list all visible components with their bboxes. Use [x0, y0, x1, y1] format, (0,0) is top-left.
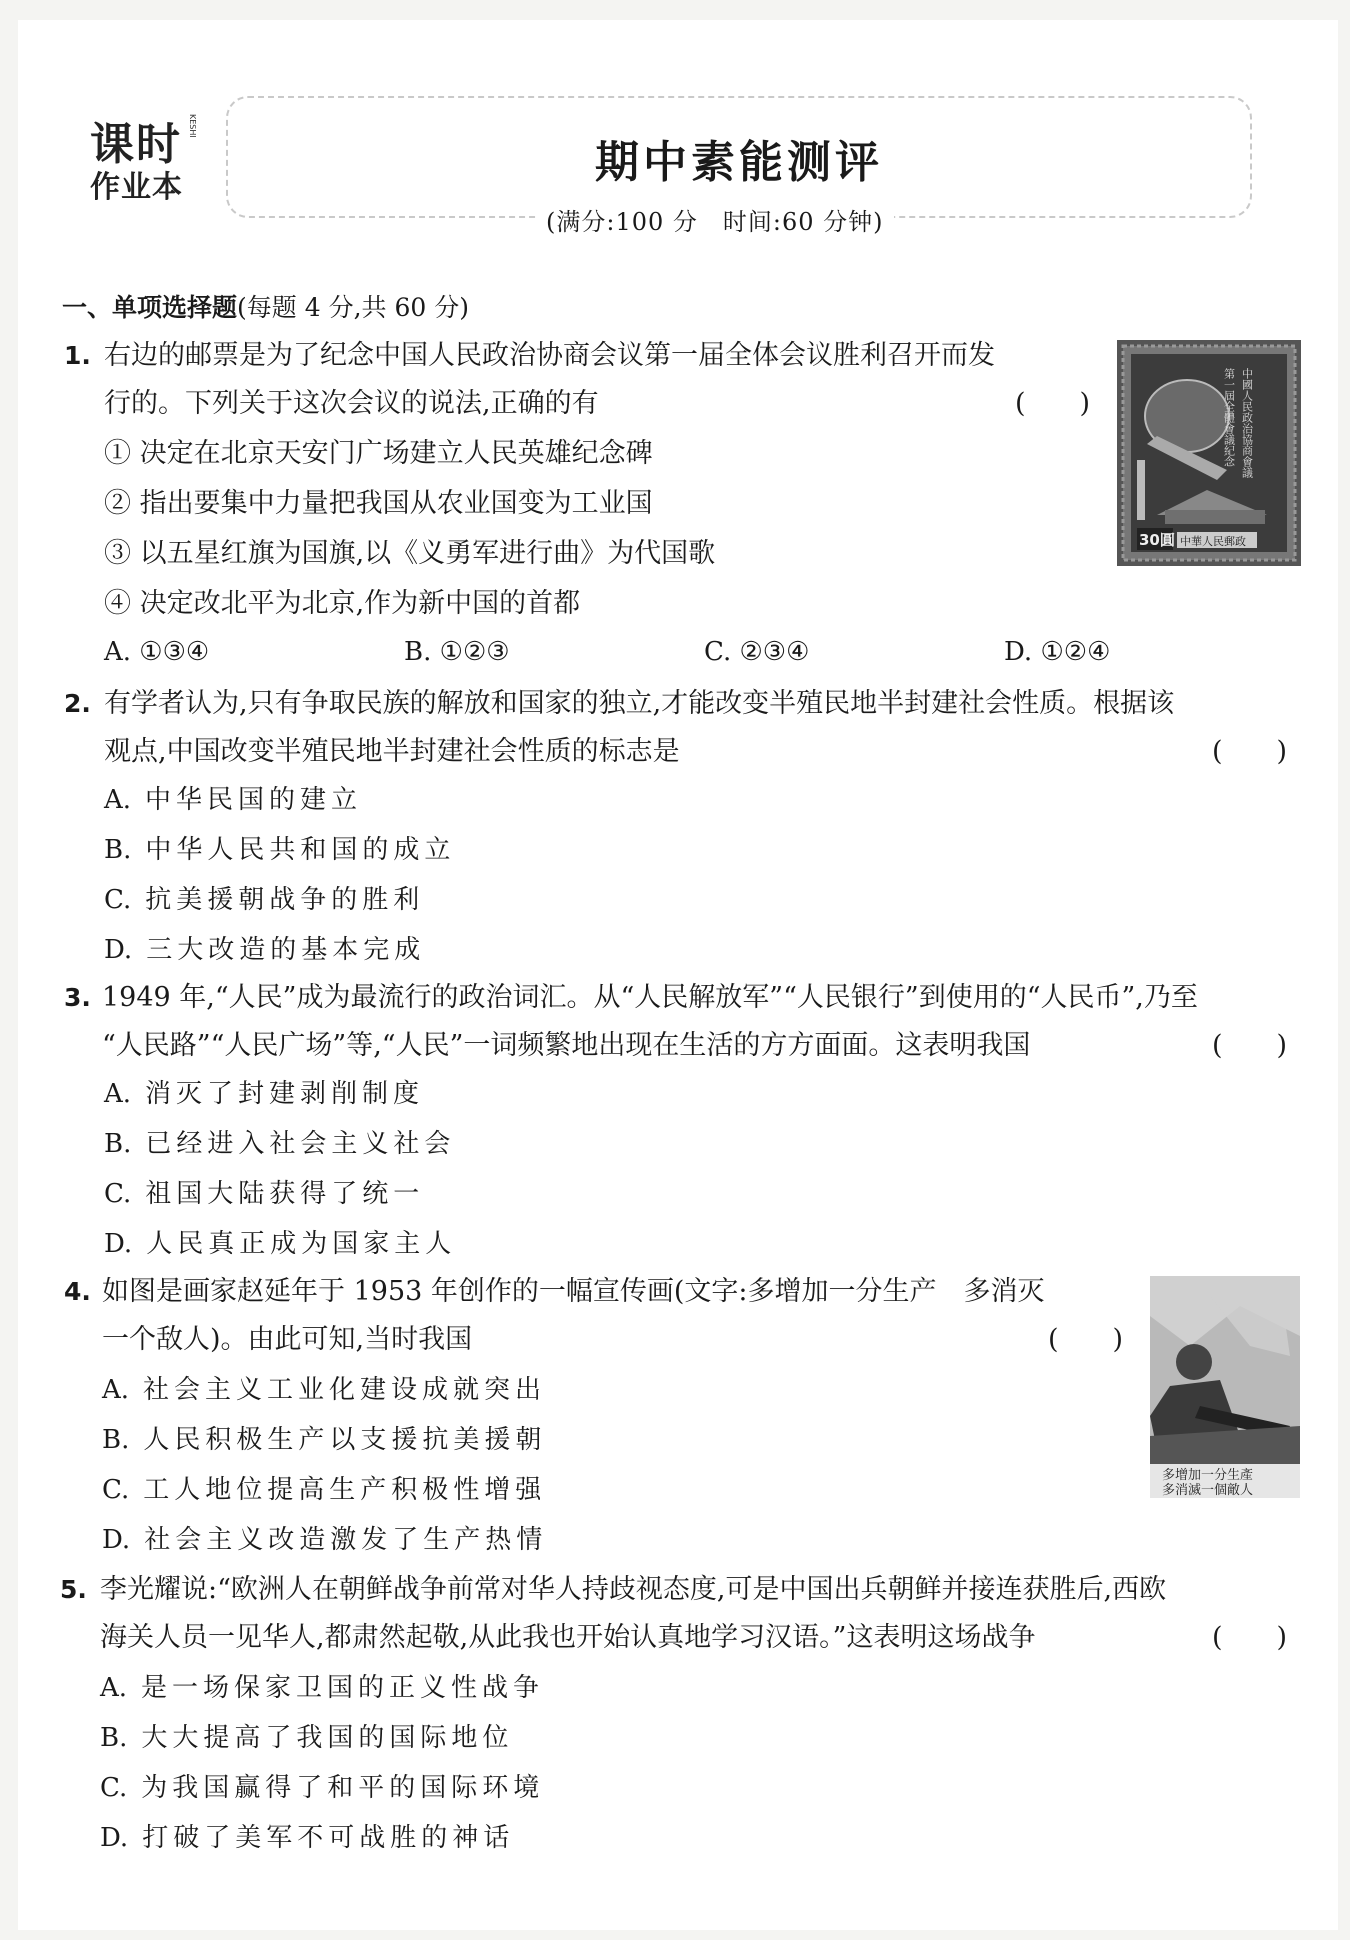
- option-d: D. 打破了美军不可战胜的神话: [100, 1823, 515, 1853]
- question-number: 4.: [64, 1277, 91, 1306]
- stamp-issuer: 中華人民郵政: [1180, 535, 1246, 548]
- question-text: “人民路”“人民广场”等,“人民”一词频繁地出现在生活的方方面面。这表明我国: [102, 1030, 1031, 1061]
- question-number: 2.: [64, 689, 91, 718]
- brand-logo: [90, 108, 210, 208]
- option-a: A. ①③④: [104, 637, 210, 667]
- option-c: C. 抗美援朝战争的胜利: [104, 885, 425, 915]
- option-c: C. 工人地位提高生产积极性增强: [102, 1475, 547, 1505]
- question-text: 李光耀说:“欧洲人在朝鲜战争前常对华人持歧视态度,可是中国出兵朝鲜并接连获胜后,西欧: [100, 1574, 1167, 1605]
- section-note: (每题 4 分,共 60 分): [237, 293, 469, 322]
- question-text: 行的。下列关于这次会议的说法,正确的有: [104, 388, 599, 419]
- option-b: B. ①②③: [404, 637, 510, 667]
- statement: ② 指出要集中力量把我国从农业国变为工业国: [104, 488, 653, 519]
- poster-caption-1: 多增加一分生產: [1162, 1468, 1254, 1483]
- brand-line1: 课时: [90, 119, 182, 170]
- answer-blank: ( ): [1212, 1030, 1288, 1061]
- page-title: 期中素能测评: [595, 137, 883, 188]
- statement: ④ 决定改北平为北京,作为新中国的首都: [104, 588, 581, 619]
- answer-blank: ( ): [1015, 388, 1091, 419]
- question-text: 1949 年,“人民”成为最流行的政治词汇。从“人民解放军”“人民银行”到使用的“人民币”,乃至: [102, 982, 1198, 1013]
- title-box: [226, 96, 1252, 218]
- brand-line2: 作业本: [90, 170, 183, 205]
- question-number: 5.: [60, 1575, 87, 1604]
- option-a: A. 是一场保家卫国的正义性战争: [100, 1673, 545, 1703]
- brand-mini: KESHI: [188, 114, 197, 138]
- option-d: D. 三大改造的基本完成: [104, 935, 426, 965]
- stamp-vertical-text-1: 中國人民政治協商會議: [1240, 368, 1254, 478]
- option-c: C. 祖国大陆获得了统一: [104, 1179, 425, 1209]
- statement: ① 决定在北京天安门广场建立人民英雄纪念碑: [104, 438, 653, 469]
- question-text: 有学者认为,只有争取民族的解放和国家的独立,才能改变半殖民地半封建社会性质。根据该: [104, 688, 1175, 719]
- question-number: 1.: [64, 341, 91, 370]
- question-text: 观点,中国改变半殖民地半封建社会性质的标志是: [104, 736, 680, 767]
- option-c: C. ②③④: [704, 637, 810, 667]
- section-heading: [62, 288, 469, 324]
- option-a: A. 消灭了封建剥削制度: [104, 1079, 425, 1109]
- option-a: A. 中华民国的建立: [104, 785, 363, 815]
- option-d: D. 社会主义改造激发了生产热情: [102, 1525, 548, 1555]
- answer-blank: ( ): [1212, 736, 1288, 767]
- question-text: 一个敌人)。由此可知,当时我国: [102, 1324, 473, 1355]
- question-text: 右边的邮票是为了纪念中国人民政治协商会议第一届全体会议胜利召开而发: [104, 340, 995, 371]
- options-row: [104, 632, 1111, 672]
- option-b: B. 人民积极生产以支援抗美援朝: [102, 1425, 547, 1455]
- question-text: 海关人员一见华人,都肃然起敬,从此我也开始认真地学习汉语。”这表明这场战争: [100, 1622, 1036, 1653]
- stamp-value: 30圓: [1139, 531, 1175, 549]
- page-subtitle: (满分:100 分 时间:60 分钟): [536, 202, 894, 237]
- option-d: D. 人民真正成为国家主人: [104, 1229, 457, 1259]
- option-d: D. ①②④: [1004, 637, 1111, 667]
- commemorative-stamp-image: [1117, 340, 1301, 566]
- stamp-vertical-text-2: 第一屆全體會議紀念: [1222, 368, 1236, 467]
- option-b: B. 大大提高了我国的国际地位: [100, 1723, 514, 1753]
- poster-caption-2: 多消滅一個敵人: [1162, 1483, 1254, 1498]
- option-b: B. 中华人民共和国的成立: [104, 835, 456, 865]
- statement: ③ 以五星红旗为国旗,以《义勇军进行曲》为代国歌: [104, 538, 716, 569]
- question-text: 如图是画家赵延年于 1953 年创作的一幅宣传画(文字:多增加一分生产 多消灭: [102, 1276, 1045, 1307]
- answer-blank: ( ): [1212, 1622, 1288, 1653]
- option-b: B. 已经进入社会主义社会: [104, 1129, 456, 1159]
- propaganda-poster-image: [1150, 1276, 1300, 1498]
- option-c: C. 为我国赢得了和平的国际环境: [100, 1773, 545, 1803]
- option-a: A. 社会主义工业化建设成就突出: [102, 1375, 547, 1405]
- question-number: 3.: [64, 983, 91, 1012]
- answer-blank: ( ): [1048, 1324, 1124, 1355]
- section-label: 一、单项选择题: [62, 293, 238, 322]
